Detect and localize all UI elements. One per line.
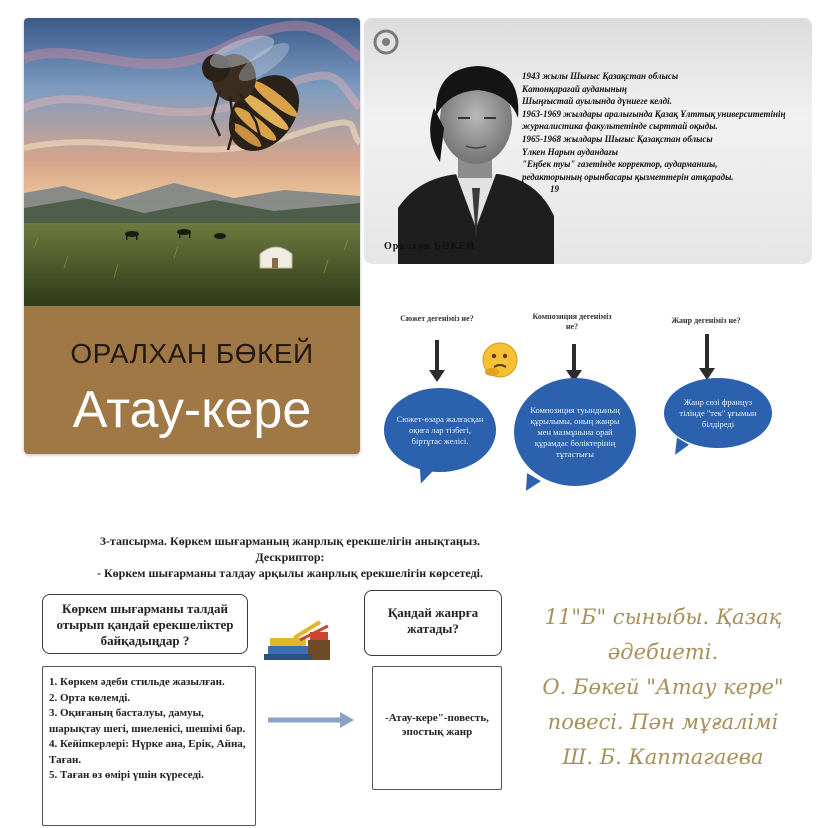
descriptor-text: - Көркем шығарманы талдау арқылы жанрлық ерекшелігін көрсетеді. <box>96 566 484 580</box>
list-item: 1. Көркем әдеби стильде жазылған. <box>49 676 225 688</box>
biography-text <box>522 70 810 196</box>
composition-definition-bubble <box>514 378 636 486</box>
bio-line: Шыңғыстай ауылында дүниеге келді. <box>522 96 672 107</box>
cover-title-band <box>24 306 360 454</box>
cover-title: Атау-кере <box>72 381 312 439</box>
lesson-caption <box>508 600 818 775</box>
plot-definition-bubble <box>384 388 496 472</box>
question-plot-label: Сюжет дегеніміз не? <box>400 314 474 323</box>
bio-line: Үлкен Нарын аудандағы <box>522 146 618 157</box>
book-cover <box>24 18 360 454</box>
caption-line: 11"Б" сыныбы. Қазақ <box>544 605 782 629</box>
bio-line: 19 <box>550 184 559 195</box>
plot-definition-text: Сюжет-өзара жалғасқан оқиға лар тізбегі, біртұтас желісі. <box>396 413 484 446</box>
features-question-box: Көркем шығарманы талдай отырып қандай ерекшеліктер байқадыңдар ? <box>42 594 248 654</box>
cover-illustration <box>24 18 360 306</box>
bio-line: журналистика факультетінде сырттай оқыды. <box>522 121 718 132</box>
genre-answer-box: -Атау-кере"-повесть, эпостық жанр <box>372 666 502 790</box>
bio-line: 1965-1968 жылдары Шығыс Қазақстан облысы <box>522 133 713 144</box>
cover-author: ОРАЛХАН БӨКЕЙ <box>70 338 314 369</box>
thinking-emoji-icon <box>480 340 520 380</box>
list-item: 3. Оқиғаның басталуы, дамуы, шарықтау шегі, шиеленісі, шешімі бар. <box>49 707 246 735</box>
bio-line: 1963-1969 жылдары аралығында Қазақ Ұлттық университетінің <box>522 108 786 119</box>
bio-line: редакторының орынбасары қызметтерін атқарады. <box>522 171 734 182</box>
caption-line: Ш. Б. Каптагаева <box>562 745 764 769</box>
task-title: 3-тапсырма. Көркем шығарманың жанрлық ерекшелігін анықтаңыз. <box>99 534 481 548</box>
task-slide <box>30 526 550 826</box>
composition-definition-text: Композиция туындының құрылымы, оның жанры мен мазмұнына орай құрамдас бөліктерінің тұтастығы <box>530 404 620 459</box>
caption-line: повесі. Пән мұғалімі <box>547 710 779 734</box>
bio-line: "Еңбек туы" газетінде корректор, аударманшы, <box>522 159 718 170</box>
books-pencils-icon <box>264 618 336 666</box>
right-arrow-icon <box>266 710 356 730</box>
list-item: 5. Таған өз өмірі үшін күреседі. <box>49 769 204 781</box>
genre-question-box: Қандай жанрға жатады? <box>364 590 502 656</box>
bio-line: 1943 жылы Шығыс Қазақстан облысы <box>522 71 679 81</box>
channel-logo-icon <box>372 28 400 56</box>
list-item: 4. Кейіпкерлері: Нүрке ана, Ерік, Айна, Таған. <box>49 738 246 766</box>
list-item: 2. Орта көлемді. <box>49 691 131 704</box>
caption-line: әдебиеті. <box>607 640 719 664</box>
caption-line: О. Бөкей "Атау кере" <box>542 675 784 699</box>
question-genre-label: Жанр дегеніміз не? <box>671 316 741 325</box>
concepts-slide <box>372 300 812 500</box>
author-name-caption: Оралхан БӨКЕЙ <box>384 241 476 252</box>
biography-slide <box>364 18 812 264</box>
genre-definition-text: Жанр сөзі француз тілінде "тек" ұғымын білдіреді <box>679 396 757 429</box>
descriptor-label: Дескриптор: <box>255 550 325 564</box>
question-composition-label: Композиция дегеніміз не? <box>532 312 612 331</box>
genre-definition-bubble <box>664 378 772 448</box>
bio-line: Катонқарағай ауданының <box>522 83 627 94</box>
features-list-box <box>42 666 256 826</box>
